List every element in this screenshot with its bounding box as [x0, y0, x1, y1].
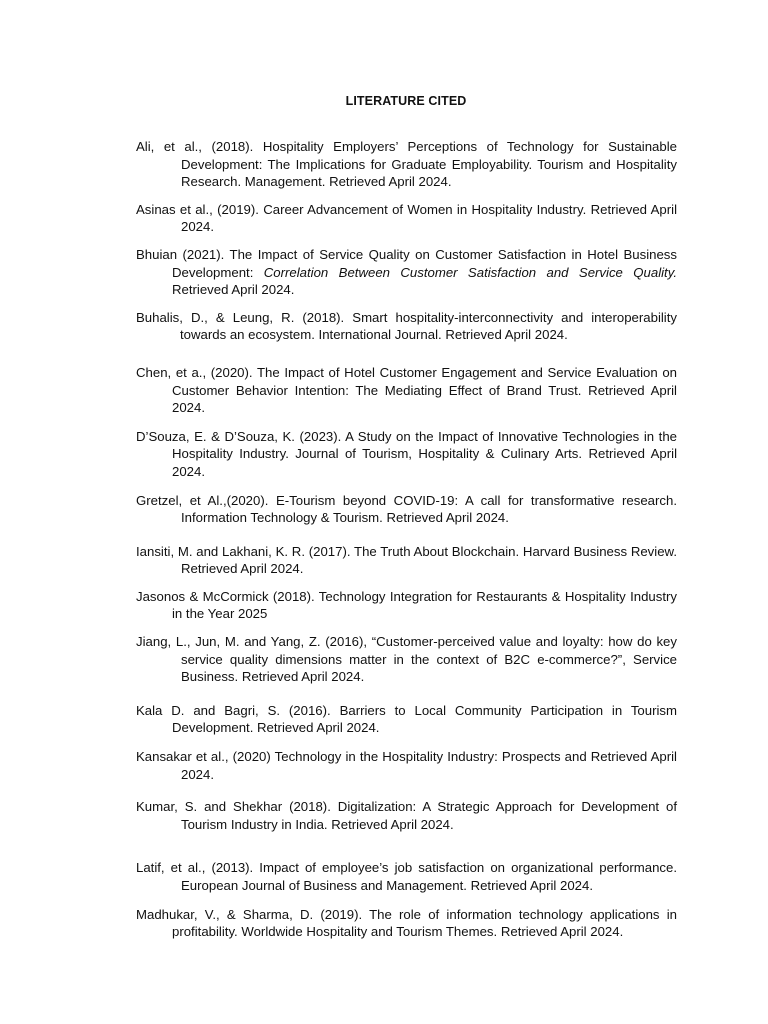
reference-list	[136, 138, 677, 941]
reference-bhuian-tail: Retrieved April 2024.	[172, 282, 295, 298]
reference-ali: Ali, et al., (2018). Hospitality Employers’ Perceptions of Technology for Sustainable Development: The Implications for Graduate Employability. Tourism and Hospitality Research. Management. Retrieved April 2024.	[136, 139, 677, 190]
reference-buhalis: Buhalis, D., & Leung, R. (2018). Smart hospitality-interconnectivity and interoperability towards an ecosystem. International Journal. Retrieved April 2024.	[136, 309, 677, 343]
reference-bhuian-text: Bhuian (2021). The Impact of Service Quality on Customer Satisfaction in Hotel Business Development:	[136, 246, 677, 280]
reference-kumar: Kumar, S. and Shekhar (2018). Digitalization: A Strategic Approach for Development of Tourism Industry in India. Retrieved April 2024.	[136, 799, 677, 832]
reference-bhuian	[136, 246, 677, 299]
reference-asinas: Asinas et al., (2019). Career Advancement of Women in Hospitality Industry. Retrieved April 2024.	[136, 201, 677, 235]
reference-kala: Kala D. and Bagri, S. (2016). Barriers to Local Community Participation in Tourism Development. Retrieved April 2024.	[136, 702, 677, 736]
page-title: LITERATURE CITED	[345, 94, 467, 108]
reference-dsouza: D’Souza, E. & D’Souza, K. (2023). A Study on the Impact of Innovative Technologies in the Hospitality Industry. Journal of Tourism, Hospitality & Culinary Arts. Retrieved April 2024.	[136, 428, 677, 479]
reference-chen: Chen, et a., (2020). The Impact of Hotel Customer Engagement and Service Evaluation on Customer Behavior Intention: The Mediating Effect of Brand Trust. Retrieved April 2024.	[136, 364, 677, 416]
reference-jasonos: Jasonos & McCormick (2018). Technology Integration for Restaurants & Hospitality Industry in the Year 2025	[136, 588, 677, 622]
reference-madhukar: Madhukar, V., & Sharma, D. (2019). The role of information technology applications in profitability. Worldwide Hospitality and Tourism Themes. Retrieved April 2024.	[136, 906, 677, 940]
reference-iansiti: Iansiti, M. and Lakhani, K. R. (2017). The Truth About Blockchain. Harvard Business Review. Retrieved April 2024.	[136, 543, 677, 577]
reference-gretzel: Gretzel, et Al.,(2020). E-Tourism beyond COVID-19: A call for transformative research. Information Technology & Tourism. Retrieved April 2024.	[136, 492, 677, 526]
reference-kansakar: Kansakar et al., (2020) Technology in the Hospitality Industry: Prospects and Retrieved April 2024.	[136, 749, 677, 782]
reference-latif: Latif, et al., (2013). Impact of employee’s job satisfaction on organizational performance. European Journal of Business and Management. Retrieved April 2024.	[136, 860, 677, 893]
reference-bhuian-italic: Correlation Between Customer Satisfaction and Service Quality.	[263, 264, 678, 280]
reference-jiang: Jiang, L., Jun, M. and Yang, Z. (2016), “Customer-perceived value and loyalty: how do key service quality dimensions matter in the context of B2C e-commerce?”, Service Business. Retrieved April 2024.	[136, 634, 677, 685]
